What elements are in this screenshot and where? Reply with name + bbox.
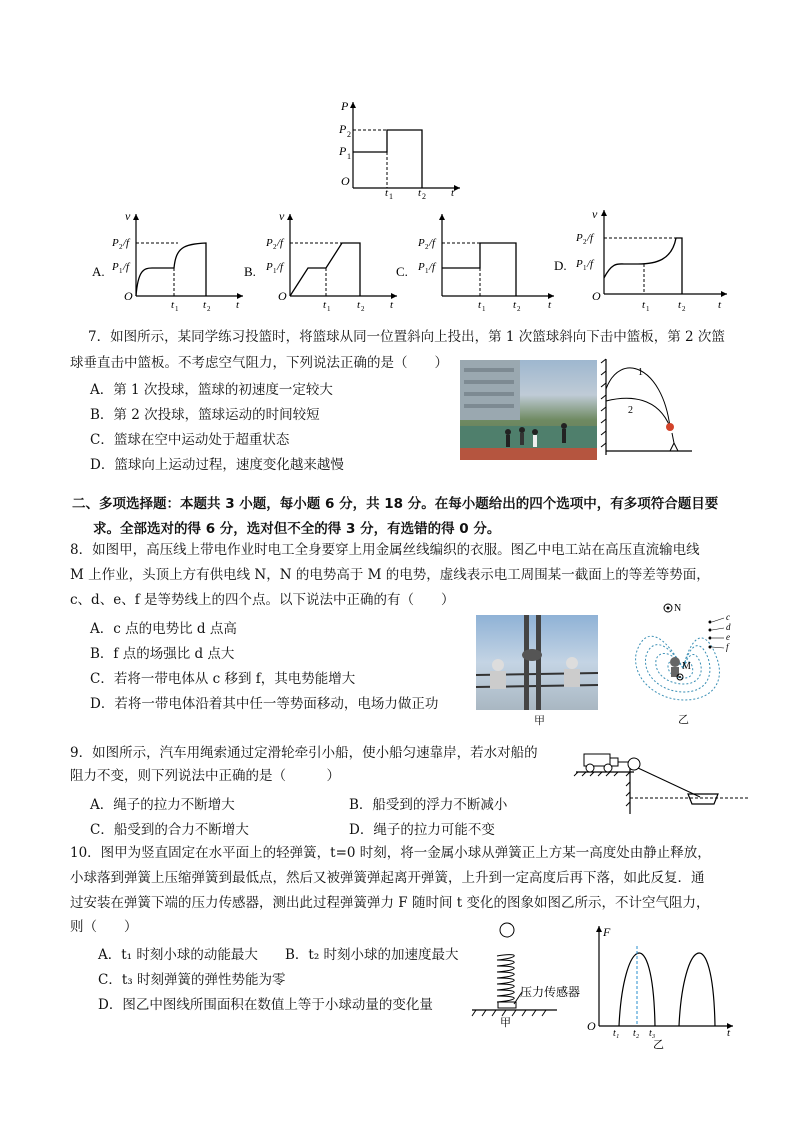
svg-text:t: t <box>357 299 361 311</box>
svg-text:P: P <box>418 237 425 249</box>
svg-text:1: 1 <box>273 267 277 275</box>
trajectory-2-label: 2 <box>628 405 633 416</box>
svg-text:t: t <box>323 299 327 311</box>
svg-text:P: P <box>339 144 347 158</box>
q9-option-a[interactable]: A．绳子的拉力不断增大 <box>90 797 235 813</box>
q8-stem-line2: M 上作业，头顶上方有供电线 N，N 的电势高于 M 的电势，虚线表示电工周围某一截面上的等差等势面， <box>70 567 710 583</box>
q8-option-c[interactable]: C．若将一带电体从 c 移到 f，其电势能增大 <box>90 671 356 687</box>
equipotential-diagram <box>628 596 738 708</box>
svg-text:/f: /f <box>277 237 284 249</box>
svg-text:1: 1 <box>175 305 179 313</box>
svg-text:t: t <box>727 1027 731 1039</box>
svg-text:P: P <box>266 237 273 249</box>
svg-text:t: t <box>513 299 517 311</box>
svg-text:t: t <box>236 299 240 311</box>
svg-text:O: O <box>592 289 601 303</box>
section2-line2: 求。全部选对的得 6 分，选对但不全的得 3 分，有选错的得 0 分。 <box>93 521 501 537</box>
svg-text:t: t <box>390 299 394 311</box>
vt-graph-c[interactable] <box>394 208 564 312</box>
svg-text:v: v <box>125 209 131 223</box>
q8-option-d[interactable]: D．若将一带电体沿着其中任一等势面移动，电场力做正功 <box>90 696 439 712</box>
vt-graph-a[interactable] <box>88 208 248 312</box>
svg-text:2: 2 <box>207 305 211 313</box>
svg-text:O: O <box>341 174 350 188</box>
sensor-label: 压力传感器 <box>520 985 581 999</box>
svg-text:f: f <box>726 642 729 652</box>
svg-text:A.: A. <box>92 264 105 279</box>
basketball-photo <box>460 360 597 460</box>
svg-text:2: 2 <box>422 192 426 201</box>
svg-text:P: P <box>112 237 119 249</box>
force-time-graph <box>583 922 743 1050</box>
svg-text:v: v <box>592 207 598 221</box>
svg-text:O: O <box>278 289 287 303</box>
svg-text:/f: /f <box>277 261 284 273</box>
svg-text:t: t <box>678 299 682 311</box>
svg-text:2: 2 <box>273 243 277 251</box>
svg-text:c: c <box>726 612 730 622</box>
q7-option-d[interactable]: D．篮球向上运动过程，速度变化越来越慢 <box>90 457 344 473</box>
q7-option-b[interactable]: B．第 2 次投球，篮球运动的时间较短 <box>90 407 320 423</box>
q8-option-b[interactable]: B．f 点的场强比 d 点大 <box>90 646 235 662</box>
q10-caption-yi: 乙 <box>653 1039 664 1051</box>
q10-option-b[interactable]: B．t₂ 时刻小球的加速度最大 <box>285 947 459 963</box>
section2-line1: 二、多项选择题：本题共 3 小题，每小题 6 分，共 18 分。在每小题给出的四个选项中，有多项符合题目要 <box>72 496 719 512</box>
svg-text:M: M <box>682 661 691 672</box>
svg-text:/f: /f <box>587 258 594 270</box>
svg-text:t: t <box>418 187 422 199</box>
svg-text:P: P <box>576 258 583 270</box>
lineman-photo <box>476 615 598 710</box>
svg-text:t₃: t₃ <box>649 1028 656 1039</box>
svg-text:1: 1 <box>646 305 650 313</box>
svg-text:P: P <box>418 261 425 273</box>
svg-text:P: P <box>112 261 119 273</box>
q9-stem-line2: 阻力不变，则下列说法中正确的是（ ） <box>70 768 340 784</box>
q8-option-a[interactable]: A．c 点的电势比 d 点高 <box>90 621 237 637</box>
q8-caption-jia: 甲 <box>534 714 545 727</box>
svg-text:t: t <box>451 187 455 199</box>
svg-text:1: 1 <box>425 267 429 275</box>
svg-text:t: t <box>718 299 722 311</box>
svg-text:v: v <box>279 209 285 223</box>
svg-text:2: 2 <box>583 238 587 246</box>
svg-text:2: 2 <box>517 305 521 313</box>
axis-p-label: P <box>341 99 349 113</box>
car-boat-pulley-diagram <box>570 742 750 816</box>
svg-text:1: 1 <box>119 267 123 275</box>
q9-option-d[interactable]: D．绳子的拉力可能不变 <box>349 822 495 838</box>
q7-option-a[interactable]: A．第 1 次投球，篮球的初速度一定较大 <box>90 382 333 398</box>
q9-stem-line1: 9．如图所示，汽车用绳索通过定滑轮牵引小船，使小船匀速靠岸，若水对船的 <box>70 745 538 761</box>
svg-text:/f: /f <box>429 237 436 249</box>
q9-option-c[interactable]: C．船受到的合力不断增大 <box>90 822 249 838</box>
vt-graph-d[interactable] <box>552 204 732 316</box>
q10-stem-line4: 则（ ） <box>70 919 138 935</box>
svg-text:B.: B. <box>244 264 256 279</box>
q8-caption-yi: 乙 <box>678 713 689 726</box>
vt-graph-b[interactable] <box>242 208 402 312</box>
q10-stem-line1: 10．图甲为竖直固定在水平面上的轻弹簧，t=0 时刻，将一金属小球从弹簧正上方某一高度处由静止释放， <box>70 845 711 861</box>
q10-stem-line3: 过安装在弹簧下端的压力传感器，测出此过程弹簧弹力 F 随时间 t 变化的图象如图乙所示，不计空气阻力， <box>70 895 710 911</box>
q8-stem-line1: 8．如图甲，高压线上带电作业时电工全身要穿上用金属丝线编织的衣服。图乙中电工站在高压直流输电线 <box>70 542 700 558</box>
svg-text:/f: /f <box>429 261 436 273</box>
q10-option-a[interactable]: A．t₁ 时刻小球的动能最大 <box>98 947 258 963</box>
svg-text:2: 2 <box>361 305 365 313</box>
svg-text:d: d <box>726 622 731 632</box>
svg-text:t: t <box>203 299 207 311</box>
q9-option-b[interactable]: B．船受到的浮力不断减小 <box>349 797 508 813</box>
svg-text:2: 2 <box>682 305 686 313</box>
svg-text:t₁: t₁ <box>613 1028 620 1039</box>
svg-text:1: 1 <box>583 264 587 272</box>
svg-text:1: 1 <box>327 305 331 313</box>
svg-text:t: t <box>385 187 389 199</box>
trajectory-diagram <box>600 355 695 460</box>
q10-stem-line2: 小球落到弹簧上压缩弹簧到最低点，然后又被弹簧弹起离开弹簧，上升到一定高度后再下落，如此反复．通 <box>70 870 705 886</box>
svg-text:/f: /f <box>587 232 594 244</box>
svg-text:D.: D. <box>554 258 567 273</box>
svg-text:C.: C. <box>396 264 408 279</box>
q10-caption-jia: 甲 <box>500 1017 511 1029</box>
svg-text:P: P <box>576 232 583 244</box>
svg-text:P: P <box>339 122 347 136</box>
q7-stem-line2: 球垂直击中篮板。不考虑空气阻力，下列说法正确的是（ ） <box>70 355 448 371</box>
svg-text:1: 1 <box>482 305 486 313</box>
trajectory-1-label: 1 <box>638 367 643 378</box>
svg-text:1: 1 <box>347 152 351 161</box>
svg-text:2: 2 <box>425 243 429 251</box>
q10-option-c[interactable]: C．t₃ 时刻弹簧的弹性势能为零 <box>98 972 286 988</box>
svg-text:O: O <box>124 289 133 303</box>
svg-text:/f: /f <box>123 261 130 273</box>
svg-text:t: t <box>548 299 552 311</box>
svg-text:t: t <box>171 299 175 311</box>
svg-text:e: e <box>726 632 730 642</box>
svg-text:t: t <box>478 299 482 311</box>
spring-sensor-diagram <box>462 916 592 1028</box>
svg-text:O: O <box>587 1019 596 1033</box>
svg-text:2: 2 <box>347 130 351 139</box>
svg-text:N: N <box>674 603 682 614</box>
power-time-graph <box>335 96 465 201</box>
svg-text:F: F <box>603 925 611 939</box>
q7-stem-line1: 7．如图所示，某同学练习投篮时，将篮球从同一位置斜向上投出，第 1 次篮球斜向下击中篮板，第 2 次篮 <box>88 329 725 345</box>
svg-text:t₂: t₂ <box>633 1028 640 1039</box>
q8-stem-line3: c、d、e、f 是等势线上的四个点。以下说法中正确的有（ ） <box>70 592 455 608</box>
q10-option-d[interactable]: D．图乙中图线所围面积在数值上等于小球动量的变化量 <box>98 997 433 1013</box>
svg-text:t: t <box>642 299 646 311</box>
q7-option-c[interactable]: C．篮球在空中运动处于超重状态 <box>90 432 290 448</box>
svg-text:/f: /f <box>123 237 130 249</box>
svg-text:P: P <box>266 261 273 273</box>
svg-text:2: 2 <box>119 243 123 251</box>
svg-text:1: 1 <box>389 192 393 201</box>
